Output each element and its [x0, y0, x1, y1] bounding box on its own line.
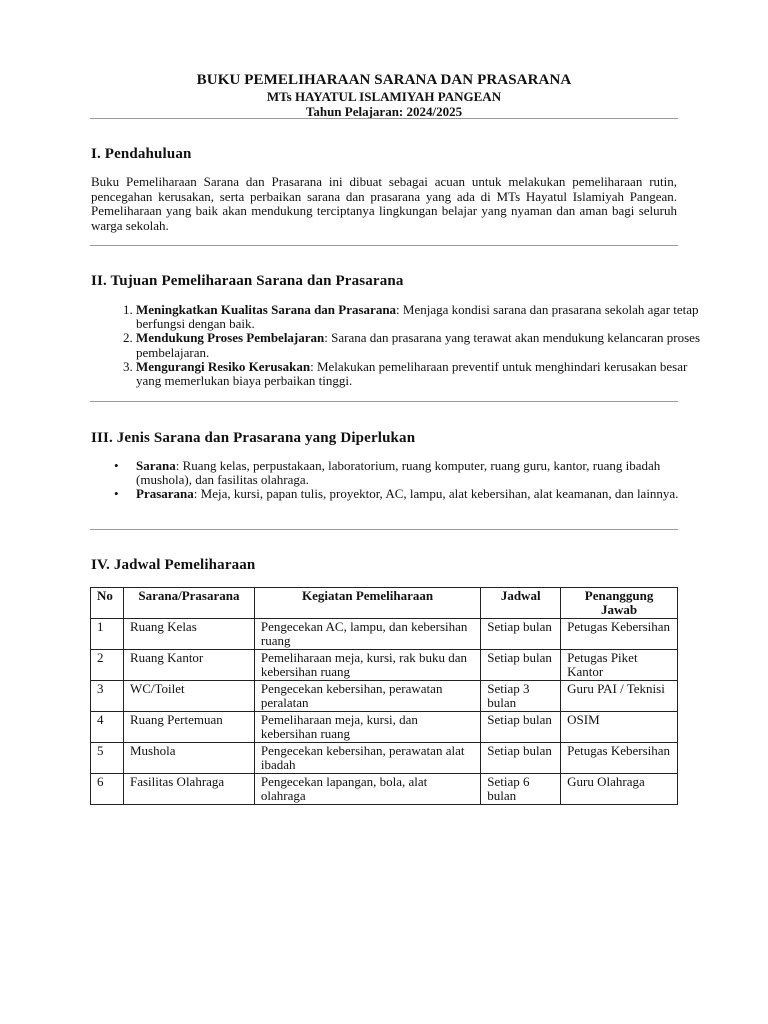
table-row: [91, 619, 678, 650]
column-header: No: [91, 588, 124, 619]
table-row: [91, 774, 678, 805]
section-heading-intro: I. Pendahuluan: [91, 146, 192, 162]
academic-year: Tahun Pelajaran: 2024/2025: [305, 104, 463, 119]
cell-no: 4: [91, 712, 124, 743]
types-list: [112, 459, 701, 500]
type-text: : Meja, kursi, papan tulis, proyektor, AC, lampu, alat kebersihan, alat keamanan, dan lainnya.: [193, 485, 679, 501]
type-text: : Ruang kelas, perpustakaan, laboratorium, ruang komputer, ruang guru, kantor, ruang ibadah (mushola), dan fasilitas olahraga.: [136, 458, 661, 487]
list-item: [136, 360, 701, 388]
goal-text: : Melakukan pemeliharaan preventif untuk menghindari kerusakan besar yang memerlukan biaya perbaikan tinggi.: [136, 358, 688, 389]
school-name: MTs HAYATUL ISLAMIYAH PANGEAN: [266, 89, 502, 104]
divider: [90, 245, 678, 246]
goal-title: Meningkatkan Kualitas Sarana dan Prasarana: [136, 302, 397, 317]
bullet-icon: •: [114, 485, 119, 501]
cell-activity: Pemeliharaan meja, kursi, rak buku dan kebersihan ruang: [254, 650, 480, 681]
section-heading-goals: II. Tujuan Pemeliharaan Sarana dan Prasarana: [91, 273, 404, 289]
bullet-icon: •: [114, 458, 119, 473]
cell-person: Petugas Kebersihan: [561, 743, 678, 774]
column-header: Jadwal: [481, 588, 561, 619]
column-header: Sarana/Prasarana: [123, 588, 254, 619]
cell-no: 2: [91, 650, 124, 681]
column-header: Penanggung Jawab: [561, 588, 678, 619]
list-item: [114, 485, 701, 501]
cell-schedule: Setiap bulan: [481, 619, 561, 650]
cell-facility: WC/Toilet: [123, 681, 254, 712]
cell-person: Petugas Kebersihan: [561, 619, 678, 650]
table-row: [91, 650, 678, 681]
section-heading-types: III. Jenis Sarana dan Prasarana yang Diperlukan: [91, 430, 416, 446]
cell-person: Guru PAI / Teknisi: [561, 681, 678, 712]
table-row: [91, 712, 678, 743]
cell-person: OSIM: [561, 712, 678, 743]
section-heading-schedule: IV. Jadwal Pemeliharaan: [91, 557, 256, 573]
cell-schedule: Setiap 6 bulan: [481, 774, 561, 805]
list-item: [136, 331, 701, 359]
cell-person: Guru Olahraga: [561, 774, 678, 805]
cell-facility: Ruang Pertemuan: [123, 712, 254, 743]
type-title: Prasarana: [136, 485, 194, 501]
cell-facility: Fasilitas Olahraga: [123, 774, 254, 805]
document-title: BUKU PEMELIHARAAN SARANA DAN PRASARANA: [196, 72, 572, 88]
cell-facility: Ruang Kelas: [123, 619, 254, 650]
goal-title: Mengurangi Resiko Kerusakan: [136, 358, 311, 374]
list-item: [114, 458, 701, 487]
divider: [90, 529, 678, 530]
cell-activity: Pengecekan AC, lampu, dan kebersihan ruang: [254, 619, 480, 650]
cell-schedule: Setiap 3 bulan: [481, 681, 561, 712]
table-row: [91, 681, 678, 712]
intro-paragraph: Buku Pemeliharaan Sarana dan Prasarana ini dibuat sebagai acuan untuk melakukan pemeliharaan rutin, pencegahan kerusakan, serta perbaikan sarana dan prasarana yang ada di MTs Hayatul Islamiyah Pangean. Pemeliharaan yang baik akan mendukung terciptanya lingkungan belajar yang nyaman dan aman bagi seluruh warga sekolah.: [91, 174, 677, 233]
cell-activity: Pengecekan kebersihan, perawatan alat ibadah: [254, 743, 480, 774]
cell-no: 1: [91, 619, 124, 650]
table-header-row: [91, 588, 678, 619]
goal-title: Mendukung Proses Pembelajaran: [136, 330, 325, 346]
cell-activity: Pengecekan kebersihan, perawatan peralatan: [254, 681, 480, 712]
cell-schedule: Setiap bulan: [481, 712, 561, 743]
list-item: [136, 303, 701, 331]
cell-facility: Mushola: [123, 743, 254, 774]
cell-no: 6: [91, 774, 124, 805]
cell-no: 3: [91, 681, 124, 712]
cell-activity: Pemeliharaan meja, kursi, dan kebersihan ruang: [254, 712, 480, 743]
cell-no: 5: [91, 743, 124, 774]
maintenance-schedule-table: [90, 587, 678, 805]
cell-schedule: Setiap bulan: [481, 650, 561, 681]
goal-text: : Menjaga kondisi sarana dan prasarana sekolah agar tetap berfungsi dengan baik.: [136, 302, 699, 332]
divider: [90, 118, 678, 119]
cell-activity: Pengecekan lapangan, bola, alat olahraga: [254, 774, 480, 805]
cell-facility: Ruang Kantor: [123, 650, 254, 681]
goal-text: : Sarana dan prasarana yang terawat akan mendukung kelancaran proses pembelajaran.: [136, 330, 701, 360]
document-header: [90, 72, 678, 119]
divider: [90, 401, 678, 402]
table-row: [91, 743, 678, 774]
column-header: Kegiatan Pemeliharaan: [254, 588, 480, 619]
cell-person: Petugas Piket Kantor: [561, 650, 678, 681]
cell-schedule: Setiap bulan: [481, 743, 561, 774]
goals-list: [112, 303, 701, 388]
type-title: Sarana: [136, 458, 176, 473]
